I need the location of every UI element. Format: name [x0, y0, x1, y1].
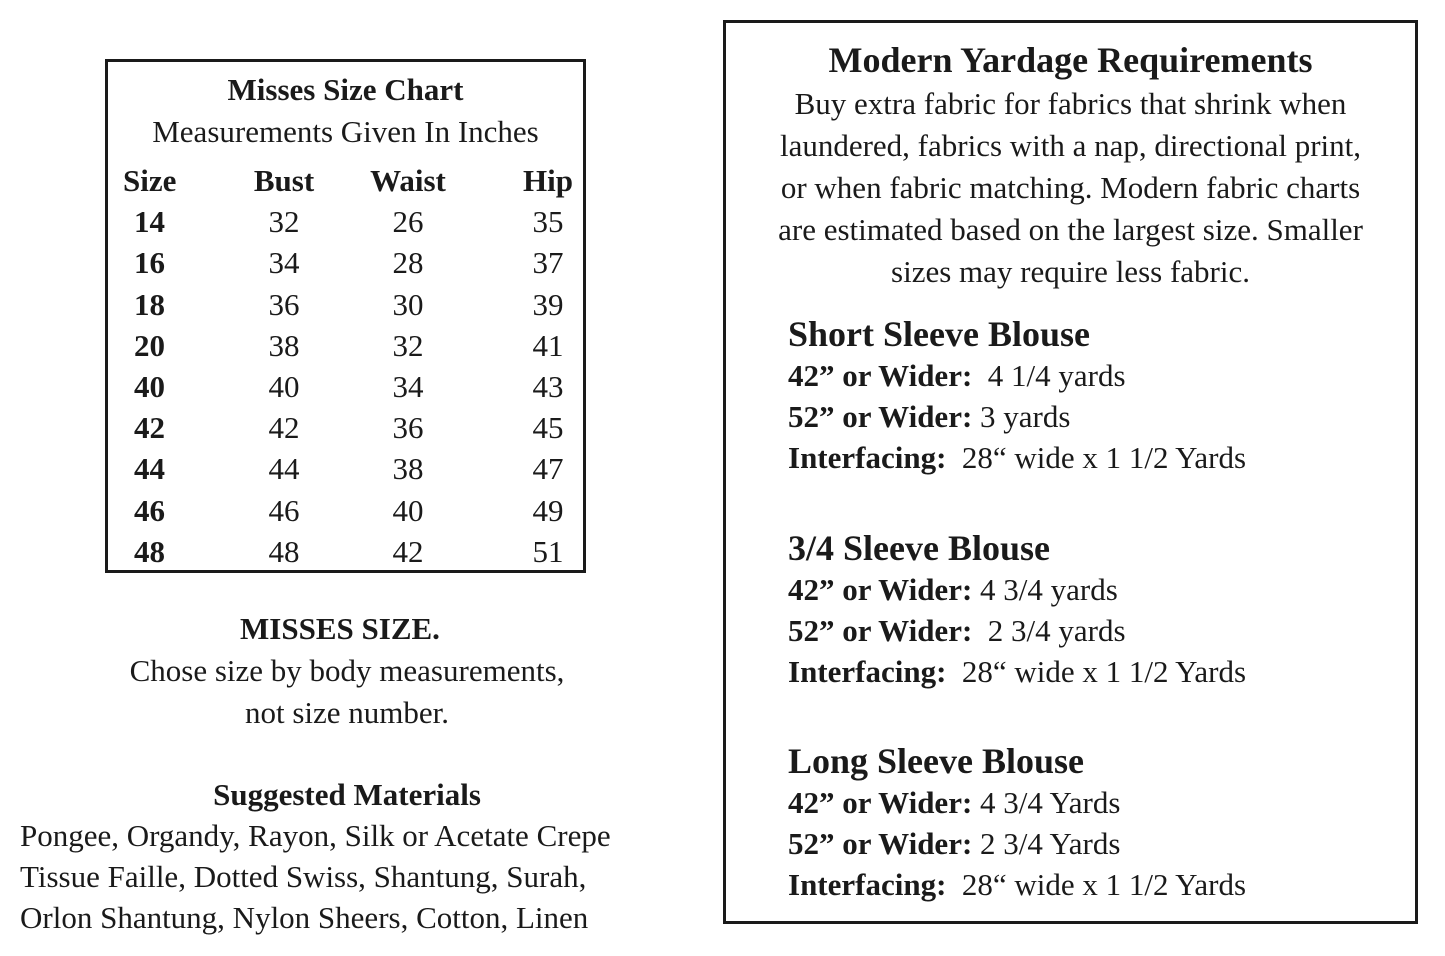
- yardage-value: 4 3/4 Yards: [972, 785, 1121, 820]
- header-size: Size: [123, 163, 177, 198]
- suggested-materials-heading: Suggested Materials: [213, 777, 481, 812]
- yardage-value: 2 3/4 yards: [972, 613, 1126, 648]
- yardage-line: [788, 355, 1388, 396]
- long-sleeve-blouse-section: [788, 740, 1388, 905]
- yardage-line: [788, 651, 1388, 692]
- header-hip: Hip: [523, 163, 573, 198]
- cell-hip: 37: [532, 245, 564, 281]
- cell-size: 46: [134, 492, 165, 528]
- cell-bust: 36: [268, 286, 300, 322]
- header-bust: Bust: [253, 163, 315, 198]
- yardage-label: 42” or Wider:: [788, 358, 973, 393]
- yardage-title: Modern Yardage Requirements: [828, 40, 1313, 80]
- table-row: [108, 201, 583, 242]
- yardage-value: 28“ wide x 1 1/2 Yards: [946, 440, 1247, 475]
- cell-bust: 32: [268, 204, 300, 240]
- table-row: [108, 366, 583, 407]
- cell-size: 48: [134, 533, 165, 569]
- yardage-label: 52” or Wider:: [788, 826, 973, 861]
- misses-size-heading: MISSES SIZE.: [240, 611, 440, 646]
- blouse-title: Long Sleeve Blouse: [788, 741, 1085, 781]
- table-row: [108, 490, 583, 531]
- yardage-value: 4 1/4 yards: [972, 358, 1126, 393]
- yardage-label: 42” or Wider:: [788, 572, 973, 607]
- cell-bust: 38: [268, 327, 300, 363]
- cell-bust: 46: [268, 492, 300, 528]
- cell-size: 20: [134, 327, 165, 363]
- yardage-label: 52” or Wider:: [788, 613, 973, 648]
- cell-size: 44: [134, 451, 165, 487]
- yardage-line: [788, 569, 1388, 610]
- yardage-line: [788, 864, 1388, 905]
- materials-line: Orlon Shantung, Nylon Sheers, Cotton, Linen: [20, 900, 589, 935]
- materials-line: Tissue Faille, Dotted Swiss, Shantung, Surah,: [20, 859, 587, 894]
- cell-hip: 51: [532, 533, 564, 569]
- cell-bust: 42: [268, 410, 300, 446]
- yardage-intro-line: Buy extra fabric for fabrics that shrink when: [794, 86, 1347, 121]
- cell-bust: 48: [268, 533, 300, 569]
- size-chart-box: [105, 59, 586, 573]
- table-row: [108, 531, 583, 572]
- table-row: [108, 448, 583, 489]
- yardage-intro: [726, 83, 1415, 293]
- three-quarter-sleeve-blouse-section: [788, 527, 1388, 692]
- yardage-label: 42” or Wider:: [788, 785, 973, 820]
- cell-hip: 39: [532, 286, 564, 322]
- header-waist: Waist: [370, 163, 446, 198]
- cell-hip: 43: [532, 368, 564, 404]
- cell-waist: 36: [392, 410, 424, 446]
- misses-size-text-line: not size number.: [244, 695, 450, 730]
- cell-bust: 40: [268, 368, 300, 404]
- misses-size-text-line: Chose size by body measurements,: [129, 653, 565, 688]
- cell-waist: 28: [392, 245, 424, 281]
- cell-hip: 45: [532, 410, 564, 446]
- size-chart-subtitle: Measurements Given In Inches: [152, 114, 539, 149]
- cell-hip: 35: [532, 204, 564, 240]
- yardage-line: [788, 823, 1388, 864]
- blouse-title: 3/4 Sleeve Blouse: [788, 528, 1050, 568]
- table-row: [108, 407, 583, 448]
- materials-line: Pongee, Organdy, Rayon, Silk or Acetate Crepe: [20, 818, 611, 853]
- cell-waist: 40: [392, 492, 424, 528]
- yardage-label: 52” or Wider:: [788, 399, 973, 434]
- cell-size: 40: [134, 368, 165, 404]
- yardage-value: 28“ wide x 1 1/2 Yards: [946, 867, 1247, 902]
- cell-waist: 30: [392, 286, 424, 322]
- cell-waist: 42: [392, 533, 424, 569]
- cell-hip: 41: [532, 327, 564, 363]
- cell-waist: 34: [392, 368, 424, 404]
- yardage-intro-line: are estimated based on the largest size. Smaller: [778, 212, 1363, 247]
- yardage-value: 3 yards: [972, 399, 1071, 434]
- short-sleeve-blouse-section: [788, 313, 1388, 478]
- yardage-label: Interfacing:: [788, 440, 947, 475]
- size-chart-title: Misses Size Chart: [227, 72, 464, 107]
- blouse-title: Short Sleeve Blouse: [788, 314, 1090, 354]
- cell-size: 14: [134, 204, 165, 240]
- cell-waist: 26: [392, 204, 424, 240]
- size-table-header: [108, 160, 583, 201]
- yardage-line: [788, 610, 1388, 651]
- yardage-intro-line: or when fabric matching. Modern fabric charts: [780, 170, 1361, 205]
- cell-size: 42: [134, 410, 165, 446]
- yardage-value: 28“ wide x 1 1/2 Yards: [946, 654, 1247, 689]
- cell-size: 16: [134, 245, 165, 281]
- cell-size: 18: [134, 286, 165, 322]
- cell-hip: 47: [532, 451, 564, 487]
- table-row: [108, 284, 583, 325]
- size-table: [108, 160, 583, 572]
- yardage-value: 2 3/4 Yards: [972, 826, 1121, 861]
- yardage-intro-line: sizes may require less fabric.: [891, 254, 1250, 289]
- cell-waist: 32: [392, 327, 424, 363]
- yardage-line: [788, 782, 1388, 823]
- cell-bust: 44: [268, 451, 300, 487]
- cell-waist: 38: [392, 451, 424, 487]
- yardage-label: Interfacing:: [788, 654, 947, 689]
- yardage-requirements-box: [723, 20, 1418, 924]
- table-row: [108, 242, 583, 283]
- yardage-label: Interfacing:: [788, 867, 947, 902]
- table-row: [108, 325, 583, 366]
- yardage-line: [788, 396, 1388, 437]
- yardage-line: [788, 437, 1388, 478]
- cell-hip: 49: [532, 492, 564, 528]
- cell-bust: 34: [268, 245, 300, 281]
- yardage-intro-line: laundered, fabrics with a nap, directional print,: [779, 128, 1362, 163]
- yardage-value: 4 3/4 yards: [972, 572, 1118, 607]
